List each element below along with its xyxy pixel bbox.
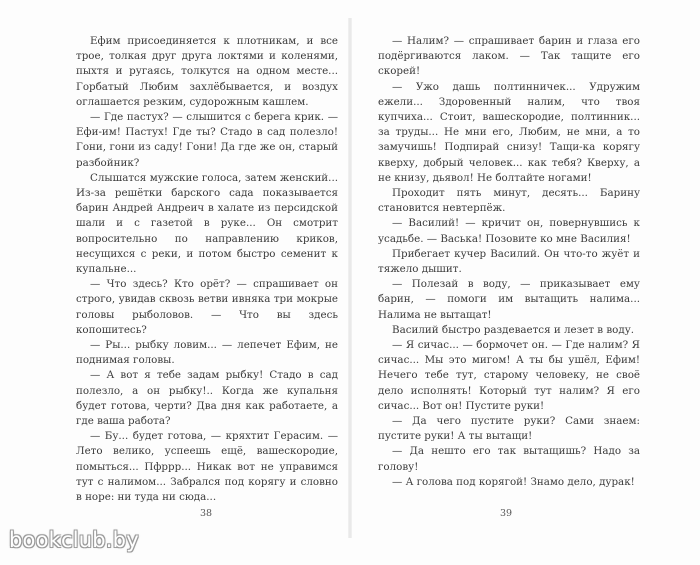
right-page-number: 39 — [499, 508, 513, 519]
watermark-logo: bookclub.by — [9, 528, 139, 552]
paragraph: — Василий! — кричит он, повернувшись к усадьбе. — Васька! Позовите ко мне Василия! — [378, 217, 640, 245]
paragraph: Ефим присоединяется к плотникам, и все трое, толкая друг друга локтями и коленями, пыхтя и ругаясь, толкутся на одном месте... Горбатый Любим захлёбывается, и воздух оглашается резким, судорожным кашлем. — [76, 35, 338, 108]
paragraph: — А голова под корягой! Знамо дело, дурак! — [392, 475, 635, 488]
paragraph: — Да нешто его так вытащишь? Надо за голову! — [378, 445, 640, 473]
paragraph: — Я сичас... — бормочет он. — Где налим? Я сичас... Мы это мигом! А ты бы ушёл, Ефим! Нечего тебе тут, старому человеку, не своё дело исполнять! Который тут налим? Я его сичас... Вот он! Пустите руки! — [378, 339, 640, 412]
paragraph: — Да чего пустите руки? Сами знаем: пустите руки! А ты вытащи! — [378, 415, 640, 443]
paragraph: Прибегает кучер Василий. Он что-то жуёт и тяжело дышит. — [378, 247, 640, 276]
left-page-text — [76, 34, 338, 505]
book-gutter — [348, 18, 352, 538]
paragraph: — Ры... рыбку ловим... — лепечет Ефим, не поднимая головы. — [76, 339, 338, 367]
paragraph: — Бу... будет готова, — кряхтит Герасим. — Лето велико, успеешь ещё, вашескородие, помыться... Пфррр... Никак вот не управимся тут с налимом... Забрался под корягу и словно в норе: ни туда ни сюда... — [76, 430, 338, 504]
paragraph: Слышатся мужские голоса, затем женский... Из-за решётки барского сада показывается барин Андрей Андреич в халате из персидской шали и с газетой в руке... Он смотрит вопросительно по направлению криков, несущихся с реки, и потом быстро семенит к купальне... — [76, 171, 338, 276]
paragraph: — Ужо дашь полтинничек... Удружим ежели... Здоровенный налим, что твоя купчиха... Стоит, вашескородие, полтинник... за труды... Не мни его, Любим, не мни, а то замучишь! Подпирай снизу! Тащи-ка корягу кверху, добрый человек... как тебя? Кверху, а не книзу, дьявол! Не болтайте ногами! — [378, 80, 640, 184]
paragraph: Василий быстро раздевается и лезет в воду. — [392, 323, 635, 336]
paragraph: — Что здесь? Кто орёт? — спрашивает он строго, увидав сквозь ветви ивняка три мокрые головы рыболовов. — Что вы здесь копошитесь? — [76, 278, 338, 336]
paragraph: — А вот я тебе задам рыбку! Стадо в сад полезло, а он рыбку!.. Когда же купальня будет готова, черти? Два дня как работаете, а где ваша работа? — [76, 369, 338, 428]
paragraph: Проходит пять минут, десять... Барину становится невтерпёж. — [378, 187, 640, 215]
right-page-text — [378, 34, 640, 490]
paragraph: — Налим? — спрашивает барин и глаза его подёргиваются лаком. — Так тащите его скорей! — [378, 35, 640, 78]
paragraph: — Полезай в воду, — приказывает ему барин, — помоги им вытащить налима... Налима не вытащат! — [378, 278, 640, 321]
left-page-number: 38 — [199, 508, 213, 519]
paragraph: — Где пастух? — слышится с берега крик. — Ефи-им! Пастух! Где ты? Стадо в сад полезло! Гони, гони из саду! Гони! Да где же он, старый разбойник? — [76, 111, 338, 169]
